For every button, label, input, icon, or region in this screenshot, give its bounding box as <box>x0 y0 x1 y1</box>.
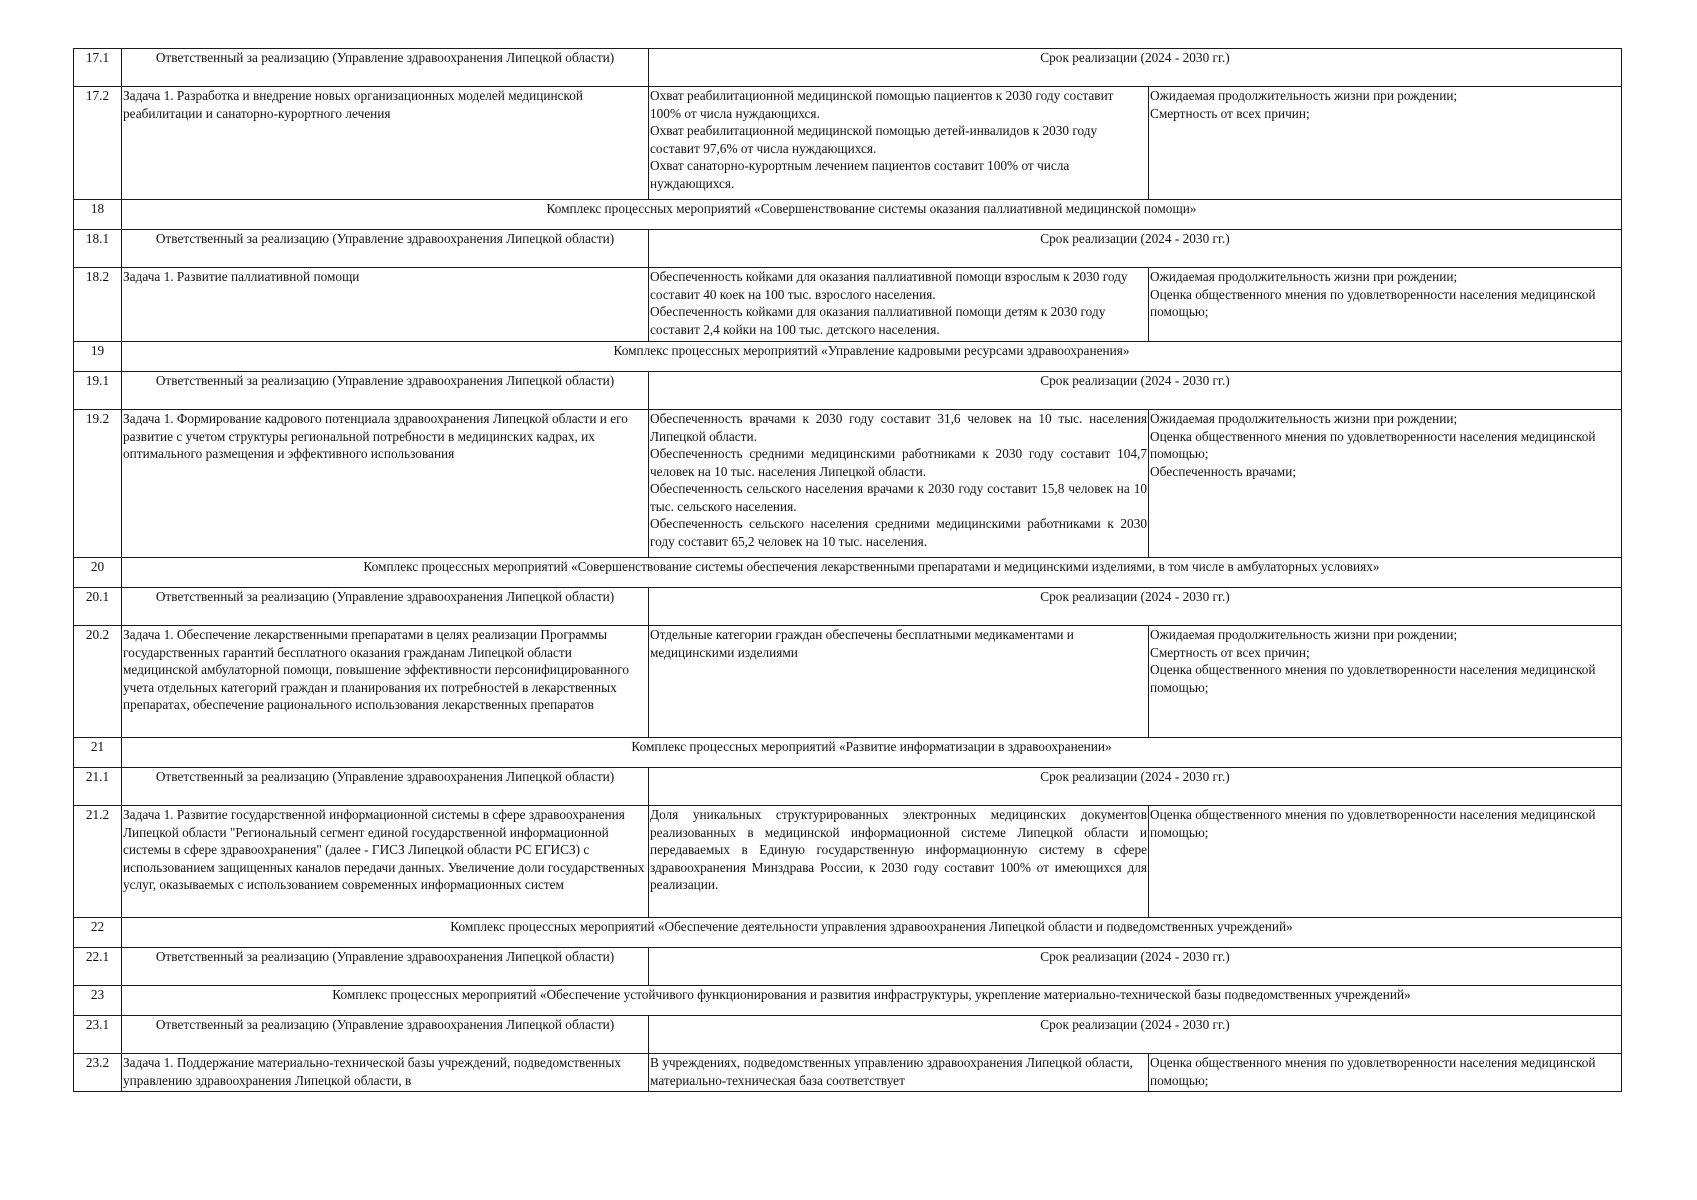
task-cell: Задача 1. Развитие государственной информационной системы в сфере здравоохранения Липецкой области "Региональный сегмент единой государственной информационной системы в сфере здравоохранения" (далее - ГИСЗ Липецкой области РС ЕГИСЗ) с использованием защищенных каналов передачи данных. Увеличение доли государственных услуг, оказываемых с использованием современных информационных систем <box>122 806 649 918</box>
row-number: 17.1 <box>74 49 122 87</box>
task-cell: Задача 1. Развитие паллиативной помощи <box>122 268 649 342</box>
indicator-line: Ожидаемая продолжительность жизни при рождении; <box>1150 627 1458 642</box>
result-line: Обеспеченность сельского населения врачами к 2030 году составит 15,8 человек на 10 тыс. сельского населения. <box>650 481 1147 514</box>
table-row <box>74 410 1622 558</box>
section-title: Комплекс процессных мероприятий «Обеспечение деятельности управления здравоохранения Липецкой области и подведомственных учреждений» <box>122 918 1622 948</box>
row-number: 19.1 <box>74 372 122 410</box>
result-line: Обеспеченность сельского населения средними медицинскими работниками к 2030 году составит 65,2 человек на 10 тыс. населения. <box>650 516 1147 549</box>
section-row <box>74 918 1622 948</box>
results-cell <box>649 806 1149 918</box>
responsible-cell: Ответственный за реализацию (Управление здравоохранения Липецкой области) <box>122 588 649 626</box>
row-number: 19 <box>74 342 122 372</box>
term-cell: Срок реализации (2024 - 2030 гг.) <box>649 768 1622 806</box>
section-row <box>74 738 1622 768</box>
row-number: 21 <box>74 738 122 768</box>
result-line: Обеспеченность койками для оказания паллиативной помощи взрослым к 2030 году составит 40 коек на 100 тыс. взрослого населения. <box>650 269 1128 302</box>
result-line: В учреждениях, подведомственных управлению здравоохранения Липецкой области, материально-техническая база соответствует <box>650 1055 1133 1088</box>
section-row <box>74 200 1622 230</box>
row-number: 19.2 <box>74 410 122 558</box>
table-row <box>74 948 1622 986</box>
table-row <box>74 230 1622 268</box>
result-line: Обеспеченность средними медицинскими работниками к 2030 году составит 104,7 человек на 10 тыс. населения Липецкой области. <box>650 446 1147 479</box>
table-row <box>74 768 1622 806</box>
row-number: 23.1 <box>74 1016 122 1054</box>
row-number: 20.1 <box>74 588 122 626</box>
indicators-cell <box>1149 410 1622 558</box>
responsible-cell: Ответственный за реализацию (Управление здравоохранения Липецкой области) <box>122 948 649 986</box>
row-number: 18.2 <box>74 268 122 342</box>
indicators-cell <box>1149 1054 1622 1092</box>
result-line: Охват реабилитационной медицинской помощью пациентов к 2030 году составит 100% от числа нуждающихся. <box>650 88 1114 121</box>
section-title: Комплекс процессных мероприятий «Развитие информатизации в здравоохранении» <box>122 738 1622 768</box>
result-line: Охват реабилитационной медицинской помощью детей-инвалидов к 2030 году составит 97,6% от числа нуждающихся. <box>650 123 1098 156</box>
section-row <box>74 342 1622 372</box>
result-line: Обеспеченность врачами к 2030 году составит 31,6 человек на 10 тыс. населения Липецкой области. <box>650 411 1147 444</box>
results-cell <box>649 1054 1149 1092</box>
term-cell: Срок реализации (2024 - 2030 гг.) <box>649 948 1622 986</box>
row-number: 22.1 <box>74 948 122 986</box>
responsible-cell: Ответственный за реализацию (Управление здравоохранения Липецкой области) <box>122 768 649 806</box>
results-cell <box>649 87 1149 200</box>
task-cell: Задача 1. Разработка и внедрение новых организационных моделей медицинской реабилитации и санаторно-курортного лечения <box>122 87 649 200</box>
task-cell: Задача 1. Формирование кадрового потенциала здравоохранения Липецкой области и его развитие с учетом структуры региональной потребности в медицинских кадрах, их оптимального размещения и эффективного использования <box>122 410 649 558</box>
table-row <box>74 49 1622 87</box>
section-row <box>74 558 1622 588</box>
row-number: 21.1 <box>74 768 122 806</box>
responsible-cell: Ответственный за реализацию (Управление здравоохранения Липецкой области) <box>122 1016 649 1054</box>
indicator-line: Ожидаемая продолжительность жизни при рождении; <box>1150 88 1458 103</box>
results-cell <box>649 410 1149 558</box>
table-row <box>74 372 1622 410</box>
row-number: 21.2 <box>74 806 122 918</box>
indicator-line: Оценка общественного мнения по удовлетворенности населения медицинской помощью; <box>1150 428 1596 461</box>
indicator-line: Ожидаемая продолжительность жизни при рождении; <box>1150 269 1458 284</box>
row-number: 23.2 <box>74 1054 122 1092</box>
result-line: Доля уникальных структурированных электронных медицинских документов реализованных в медицинской информационной системе Липецкой области и передаваемых в Единую государственную информационную систему в сфере здравоохранения Минздрава России, к 2030 году составит 100% от имеющихся для реализации. <box>650 807 1147 892</box>
responsible-cell: Ответственный за реализацию (Управление здравоохранения Липецкой области) <box>122 230 649 268</box>
responsible-cell: Ответственный за реализацию (Управление здравоохранения Липецкой области) <box>122 372 649 410</box>
table-row <box>74 268 1622 342</box>
table-row <box>74 626 1622 738</box>
results-cell <box>649 626 1149 738</box>
indicators-cell <box>1149 87 1622 200</box>
program-activities-table <box>73 48 1622 1092</box>
term-cell: Срок реализации (2024 - 2030 гг.) <box>649 49 1622 87</box>
section-title: Комплекс процессных мероприятий «Управление кадровыми ресурсами здравоохранения» <box>122 342 1622 372</box>
table-row <box>74 588 1622 626</box>
indicator-line: Смертность от всех причин; <box>1150 105 1310 121</box>
indicator-line: Смертность от всех причин; <box>1150 644 1310 660</box>
results-cell <box>649 268 1149 342</box>
row-number: 23 <box>74 986 122 1016</box>
indicator-line: Оценка общественного мнения по удовлетворенности населения медицинской помощью; <box>1150 1055 1596 1088</box>
term-cell: Срок реализации (2024 - 2030 гг.) <box>649 230 1622 268</box>
indicator-line: Оценка общественного мнения по удовлетворенности населения медицинской помощью; <box>1150 807 1596 840</box>
term-cell: Срок реализации (2024 - 2030 гг.) <box>649 372 1622 410</box>
indicators-cell <box>1149 806 1622 918</box>
indicator-line: Оценка общественного мнения по удовлетворенности населения медицинской помощью; <box>1150 286 1596 319</box>
result-line: Охват санаторно-курортным лечением пациентов составит 100% от числа нуждающихся. <box>650 158 1070 191</box>
table-row <box>74 87 1622 200</box>
section-title: Комплекс процессных мероприятий «Совершенствование системы обеспечения лекарственными препаратами и медицинскими изделиями, в том числе в амбулаторных условиях» <box>122 558 1622 588</box>
indicator-line: Ожидаемая продолжительность жизни при рождении; <box>1150 411 1458 426</box>
term-cell: Срок реализации (2024 - 2030 гг.) <box>649 588 1622 626</box>
responsible-cell: Ответственный за реализацию (Управление здравоохранения Липецкой области) <box>122 49 649 87</box>
indicators-cell <box>1149 268 1622 342</box>
row-number: 18.1 <box>74 230 122 268</box>
row-number: 20 <box>74 558 122 588</box>
task-cell: Задача 1. Поддержание материально-технической базы учреждений, подведомственных управлению здравоохранения Липецкой области, в <box>122 1054 649 1092</box>
term-cell: Срок реализации (2024 - 2030 гг.) <box>649 1016 1622 1054</box>
row-number: 20.2 <box>74 626 122 738</box>
indicator-line: Оценка общественного мнения по удовлетворенности населения медицинской помощью; <box>1150 662 1596 695</box>
row-number: 17.2 <box>74 87 122 200</box>
section-row <box>74 986 1622 1016</box>
result-line: Обеспеченность койками для оказания паллиативной помощи детям к 2030 году составит 2,4 койки на 100 тыс. детского населения. <box>650 304 1106 337</box>
row-number: 18 <box>74 200 122 230</box>
section-title: Комплекс процессных мероприятий «Обеспечение устойчивого функционирования и развития инфраструктуры, укрепление материально-технической базы подведомственных учреждений» <box>122 986 1622 1016</box>
task-cell: Задача 1. Обеспечение лекарственными препаратами в целях реализации Программы государственных гарантий бесплатного оказания гражданам Липецкой области медицинской амбулаторной помощи, повышение эффективности персонифицированного учета отдельных категорий граждан и планирования их потребностей в лекарственных препаратах, обеспечение рационального использования лекарственных препаратов <box>122 626 649 738</box>
row-number: 22 <box>74 918 122 948</box>
table-row <box>74 1016 1622 1054</box>
table-row <box>74 806 1622 918</box>
indicators-cell <box>1149 626 1622 738</box>
section-title: Комплекс процессных мероприятий «Совершенствование системы оказания паллиативной медицинской помощи» <box>122 200 1622 230</box>
result-line: Отдельные категории граждан обеспечены бесплатными медикаментами и медицинскими изделиями <box>650 627 1074 660</box>
table-row <box>74 1054 1622 1092</box>
indicator-line: Обеспеченность врачами; <box>1150 463 1297 479</box>
